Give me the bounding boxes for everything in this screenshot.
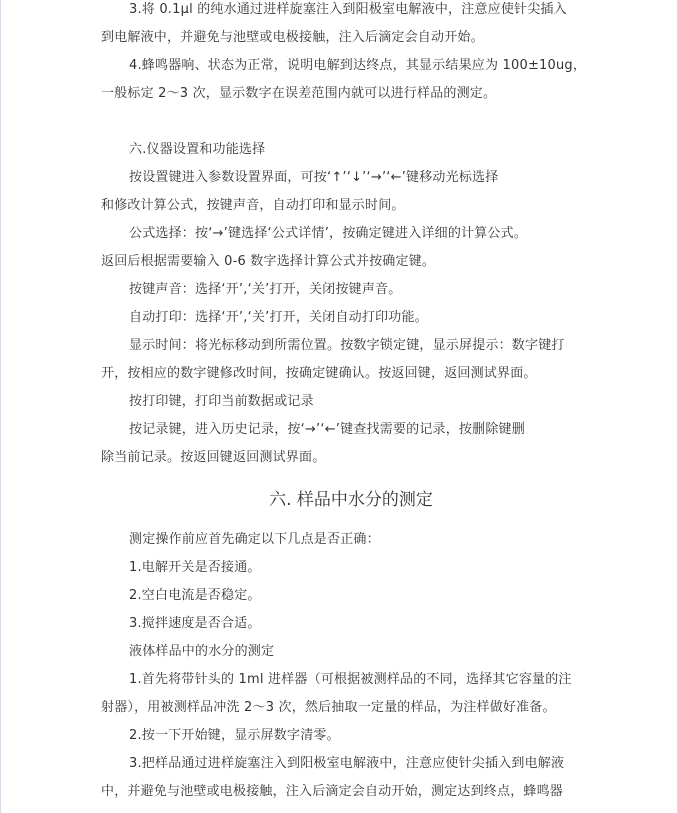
paragraph-key-sound: 按键声音：选择‘开’,‘关’打开，关闭按键声音。 (129, 282, 402, 297)
paragraph-liquid-step1-cont: 射器），用被测样品冲洗 2～3 次，然后抽取一定量的样品，为注样做好准备。 (101, 700, 556, 715)
paragraph-record-key: 按记录键，进入历史记录，按‘→’‘←’键查找需要的记录，按删除键删 (129, 422, 525, 437)
paragraph-display-time: 显示时间：将光标移动到所需位置。按数字锁定键，显示屏提示：数字键打 (129, 338, 565, 353)
list-item-electrolysis-switch: 1.电解开关是否接通。 (129, 560, 261, 575)
paragraph-formula-select: 公式选择：按‘→’键选择‘公式详情’，按确定键进入详细的计算公式。 (129, 226, 528, 241)
paragraph-record-key-cont: 除当前记录。按返回键返回测试界面。 (101, 450, 326, 465)
paragraph-liquid-step2: 2.按一下开始键，显示屏数字清零。 (129, 728, 340, 743)
spacer (101, 108, 601, 136)
paragraph-formula-select-cont: 返回后根据需要输入 0-6 数字选择计算公式并按确定键。 (101, 254, 436, 269)
paragraph-settings-intro-cont: 和修改计算公式，按键声音，自动打印和显示时间。 (101, 198, 405, 213)
paragraph-preconditions: 测定操作前应首先确定以下几点是否正确： (129, 532, 380, 547)
paragraph-liquid-step1: 1.首先将带针头的 1ml 进样器（可根据被测样品的不同，选择其它容量的注 (129, 672, 572, 687)
list-item-stir-speed: 3.搅拌速度是否合适。 (129, 616, 261, 631)
section-heading-settings: 六.仪器设置和功能选择 (129, 142, 266, 157)
section-title-sample-water: 六. 样品中水分的测定 (269, 490, 433, 510)
paragraph-step3-calibration: 3.将 0.1μl 的纯水通过进样旋塞注入到阳极室电解液中，注意应使针尖插入 (129, 2, 567, 17)
paragraph-step4-calibration-cont: 一般标定 2～3 次，显示数字在误差范围内就可以进行样品的测定。 (101, 86, 497, 101)
paragraph-liquid-step3: 3.把样品通过进样旋塞注入到阳极室电解液中，注意应使针尖插入到电解液 (129, 756, 565, 771)
paragraph-auto-print: 自动打印：选择‘开’,‘关’打开，关闭自动打印功能。 (129, 310, 428, 325)
subheading-liquid-sample: 液体样品中的水分的测定 (129, 644, 275, 659)
paragraph-step3-calibration-cont: 到电解液中，并避免与池壁或电极接触，注入后滴定会自动开始。 (101, 30, 484, 45)
paragraph-settings-intro: 按设置键进入参数设置界面，可按‘↑’‘↓’‘→’‘←’键移动光标选择 (129, 170, 499, 185)
paragraph-display-time-cont: 开，按相应的数字键修改时间，按确定键确认。按返回键，返回测试界面。 (101, 366, 537, 381)
paragraph-print-key: 按打印键，打印当前数据或记录 (129, 394, 314, 409)
paragraph-step4-calibration: 4.蜂鸣器响、状态为正常，说明电解到达终点，其显示结果应为 100±10ug， (129, 58, 587, 73)
document-body (101, 0, 601, 806)
paragraph-liquid-step3-cont: 中，并避免与池壁或电极接触，注入后滴定会自动开始，测定达到终点，蜂鸣器 (101, 784, 564, 799)
list-item-blank-current: 2.空白电流是否稳定。 (129, 588, 261, 603)
